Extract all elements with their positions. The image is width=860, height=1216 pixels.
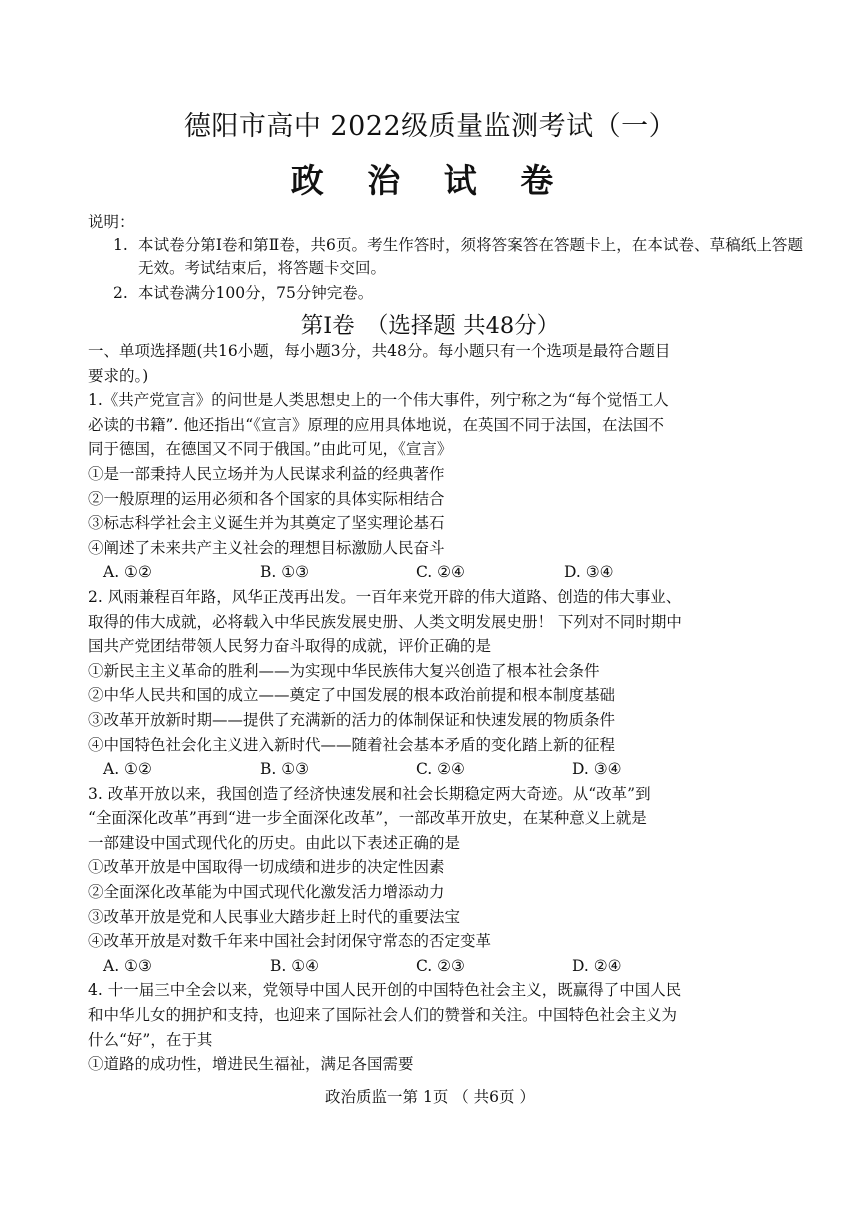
question-stem: 1.《共产党宣言》的问世是人类思想史上的一个伟大事件，列宁称之为“每个觉悟工人 [88, 391, 669, 410]
statement: ④中国特色社会化主义进入新时代——随着社会基本矛盾的变化踏上新的征程 [88, 735, 616, 754]
option-b: B. ①④ [270, 956, 320, 975]
answer-options [88, 954, 778, 979]
option-b: B. ①③ [260, 563, 310, 582]
question-stem: 取得的伟大成就，必将载入中华民族发展史册、人类文明发展史册！ 下列对不同时期中 [88, 612, 682, 631]
option-c: C. ②④ [416, 563, 465, 582]
note-number: 2. [113, 284, 128, 302]
section-instructions: 要求的。) [88, 366, 149, 385]
option-a: A. ①② [103, 760, 152, 779]
question-stem: 国共产党团结带领人民努力奋斗取得的成就，评价正确的是 [88, 637, 492, 656]
statement: ①道路的成功性，增进民生福祉，满足各国需要 [88, 1055, 414, 1074]
option-c: C. ②③ [416, 956, 465, 975]
question-stem: 4. 十一届三中全会以来，党领导中国人民开创的中国特色社会主义，既赢得了中国人民 [88, 981, 682, 1000]
note-text: 本试卷满分100分，75分钟完卷。 [138, 284, 374, 302]
section-title: 第Ⅰ卷 （选择题 共48分） [300, 313, 560, 339]
question-stem: “全面深化改革”再到“进一步全面深化改革”，一部改革开放史，在某种意义上就是 [88, 809, 647, 828]
note-number: 1. [113, 236, 128, 254]
option-d: D. ③④ [572, 760, 622, 779]
question-stem: 必读的书籍”. 他还指出“《宣言》原理的应用具体地说，在英国不同于法国，在法国不 [88, 415, 664, 434]
question-3 [88, 782, 778, 979]
notes-label: 说明： [88, 213, 135, 231]
questions-body [88, 339, 778, 1077]
statement: ①新民主主义革命的胜利——为实现中华民族伟大复兴创造了根本社会条件 [88, 661, 600, 680]
question-stem: 什么“好”，在于其 [88, 1030, 213, 1049]
statement: ③改革开放是党和人民事业大踏步赶上时代的重要法宝 [88, 907, 461, 926]
answer-options [88, 560, 778, 585]
note-text: 本试卷分第Ⅰ卷和第Ⅱ卷，共6页。考生作答时，须将答案答在答题卡上，在本试卷、草稿纸上答题无效。考试结束后，将答题卡交回。 [138, 236, 803, 277]
statement: ③改革开放新时期——提供了充满新的活力的体制保证和快速发展的物质条件 [88, 710, 616, 729]
statement: ①改革开放是中国取得一切成绩和进步的决定性因素 [88, 858, 445, 877]
option-a: A. ①③ [103, 956, 152, 975]
statement: ②中华人民共和国的成立——奠定了中国发展的根本政治前提和根本制度基础 [88, 686, 616, 705]
statement: ④改革开放是对数千年来中国社会封闭保守常态的否定变革 [88, 932, 492, 951]
statement: ①是一部秉持人民立场并为人民谋求利益的经典著作 [88, 464, 445, 483]
option-b: B. ①③ [260, 760, 310, 779]
exam-title: 德阳市高中 2022级质量监测考试（一） [183, 111, 677, 142]
statement: ②一般原理的运用必须和各个国家的具体实际相结合 [88, 489, 445, 508]
subject-title: 政 治 试 卷 [290, 161, 570, 200]
statement: ②全面深化改革能为中国式现代化激发活力增添动力 [88, 883, 445, 902]
question-stem: 一部建设中国式现代化的历史。由此以下表述正确的是 [88, 833, 461, 852]
page-footer: 政治质监一第 1页 （ 共6页 ） [325, 1088, 535, 1106]
question-stem: 2. 风雨兼程百年路，风华正茂再出发。一百年来党开辟的伟大道路、创造的伟大事业、 [88, 587, 682, 606]
statement: ③标志科学社会主义诞生并为其奠定了坚实理论基石 [88, 514, 445, 533]
section-instructions: 一、单项选择题(共16小题，每小题3分，共48分。每小题只有一个选项是最符合题目 [88, 342, 671, 360]
question-stem: 同于德国，在德国又不同于俄国。”由此可见，《宣言》 [88, 440, 453, 459]
question-1 [88, 388, 778, 585]
question-4 [88, 978, 778, 1076]
question-2 [88, 585, 778, 782]
question-stem: 和中华儿女的拥护和支持，也迎来了国际社会人们的赞誉和关注。中国特色社会主义为 [88, 1006, 678, 1025]
option-c: C. ②④ [416, 760, 465, 779]
answer-options [88, 757, 778, 782]
question-stem: 3. 改革开放以来，我国创造了经济快速发展和社会长期稳定两大奇迹。从“改革”到 [88, 784, 651, 803]
option-a: A. ①② [103, 563, 152, 582]
statement: ④阐述了未来共产主义社会的理想目标激励人民奋斗 [88, 538, 445, 557]
option-d: D. ③④ [564, 563, 614, 582]
option-d: D. ②④ [572, 956, 622, 975]
